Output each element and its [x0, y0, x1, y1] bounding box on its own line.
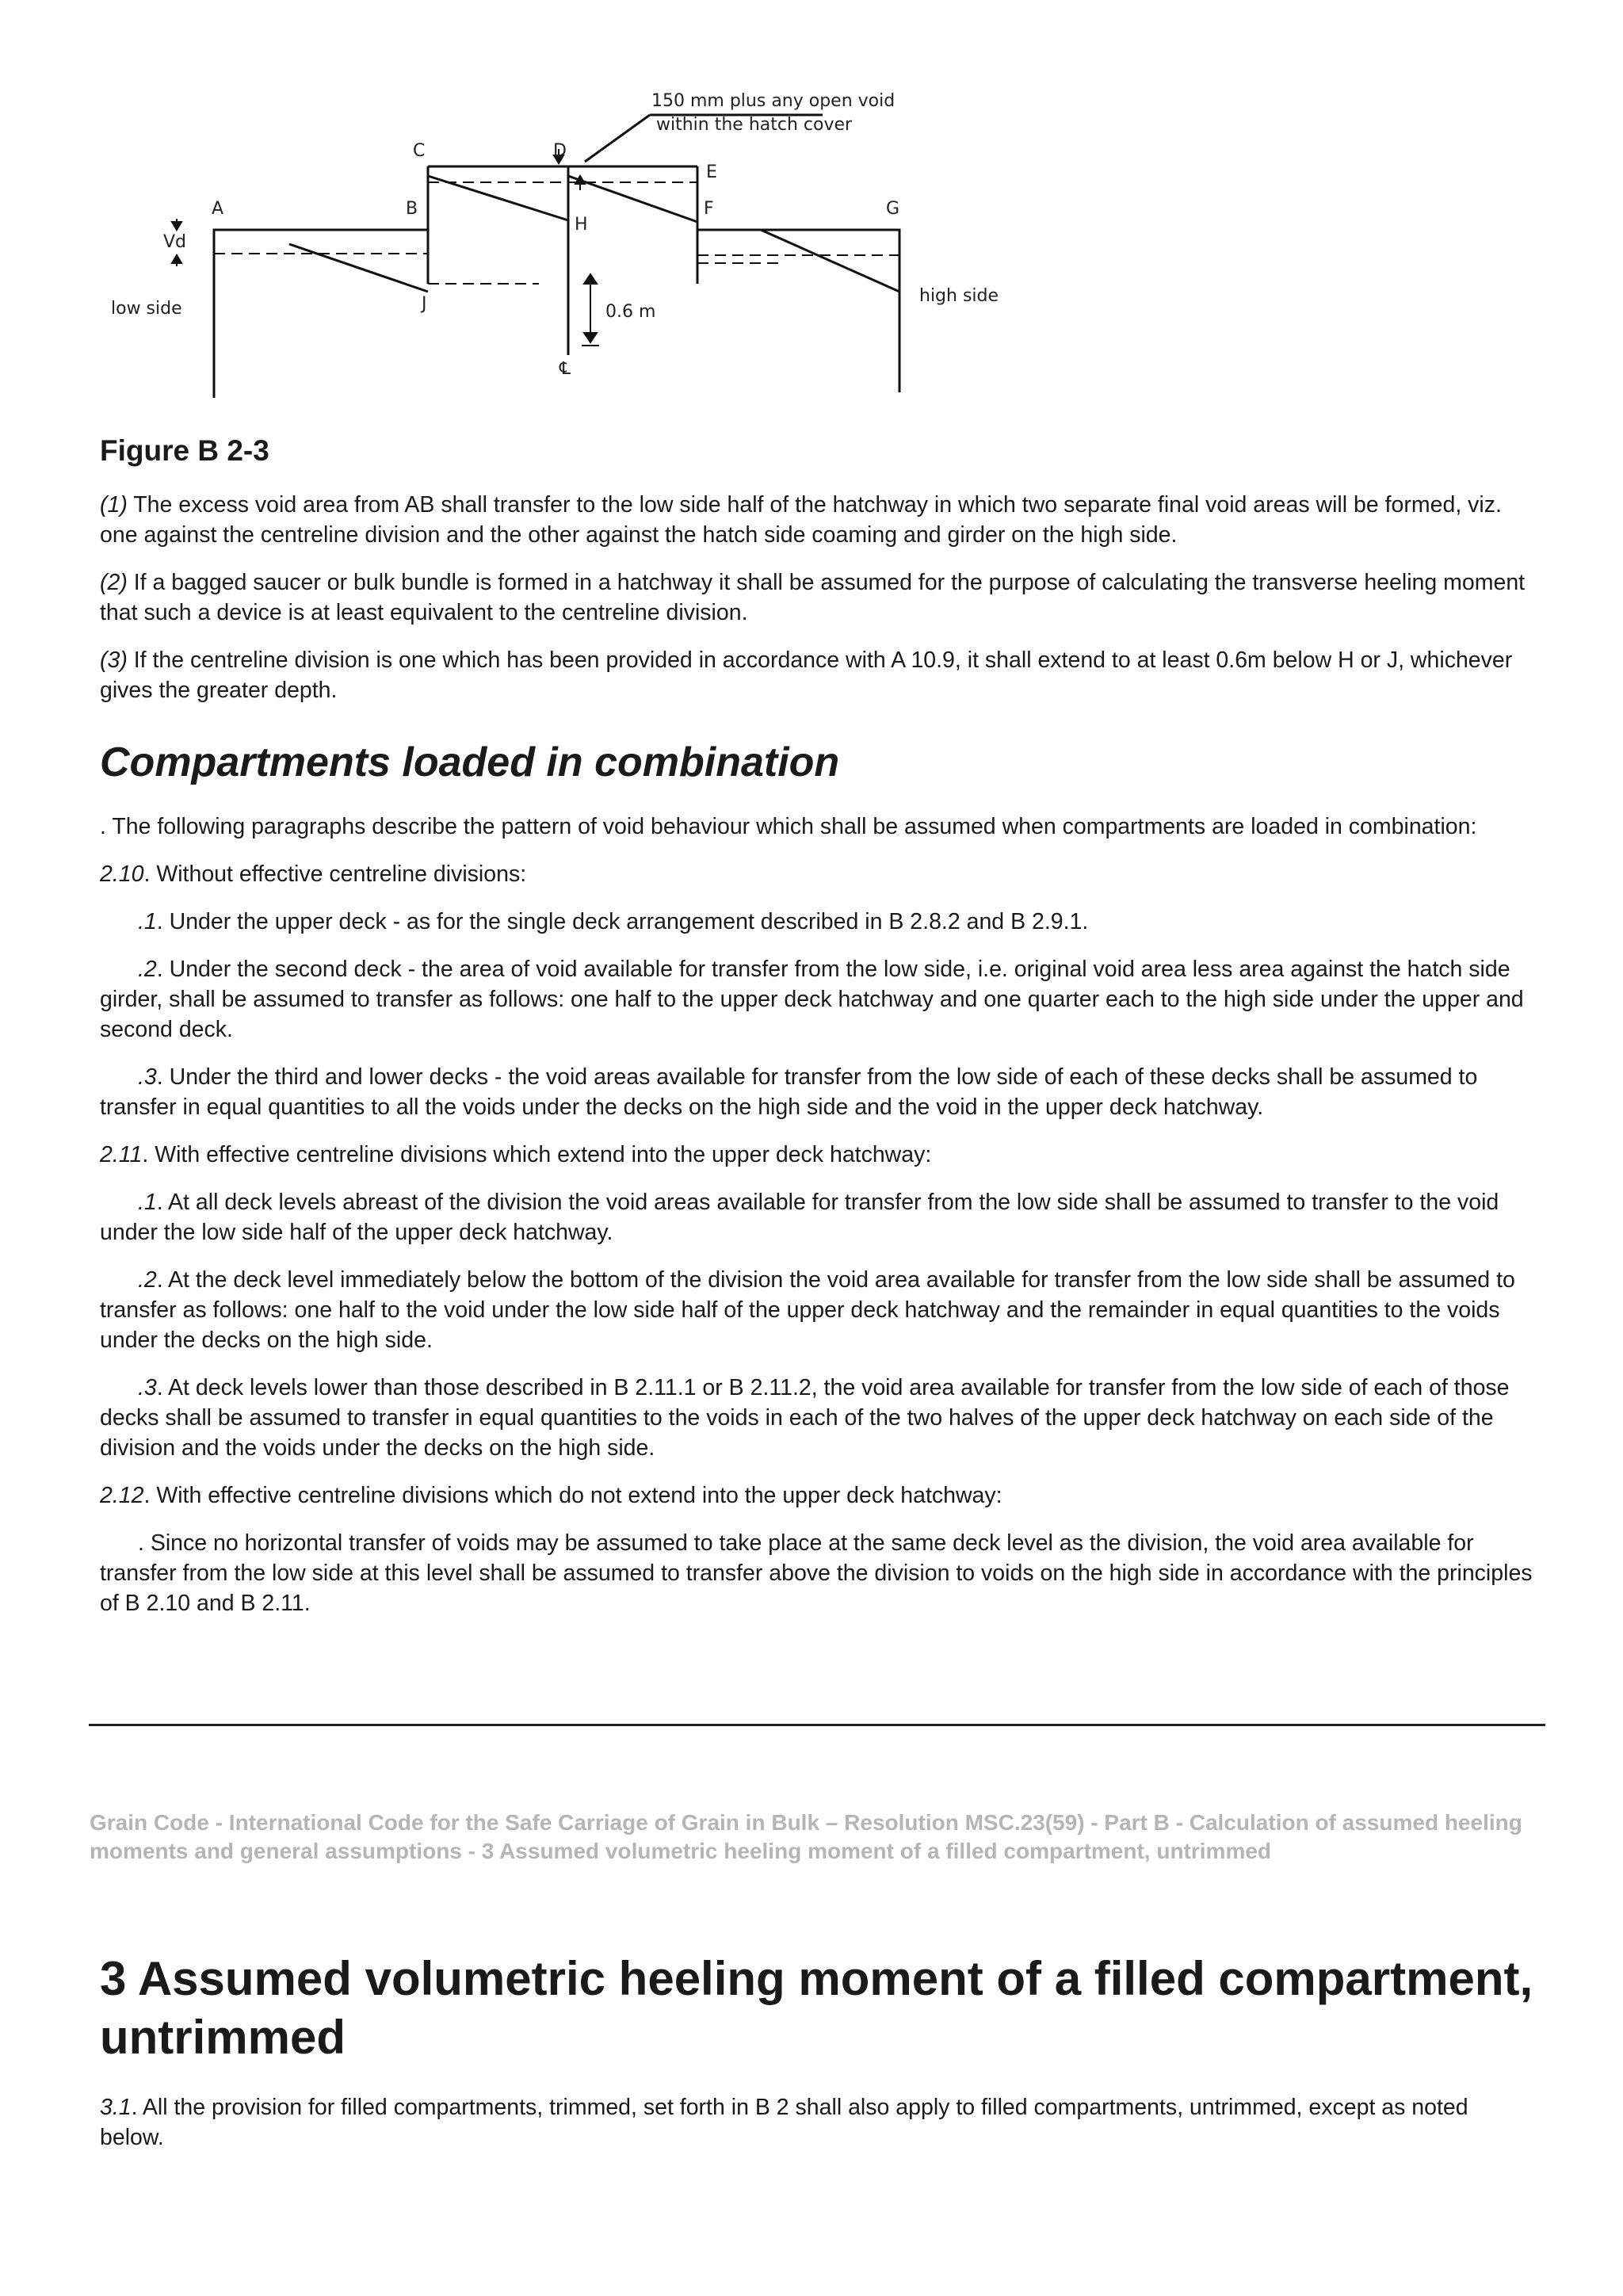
label-f: F: [704, 199, 714, 219]
para-2-11-1-number: .1: [138, 1190, 157, 1215]
label-e: E: [706, 162, 717, 182]
para-2-10-1-text: . Under the upper deck - as for the single deck arrangement described in B 2.8.2 and B 2.9.1.: [156, 909, 1089, 934]
label-b: B: [406, 199, 418, 219]
label-c: C: [413, 141, 426, 161]
slope-low-side: [289, 244, 428, 292]
annotation-line1: 150 mm plus any open void: [651, 91, 896, 111]
high-side-deck: [697, 230, 899, 392]
para-2-10-2-number: .2: [138, 957, 157, 982]
label-centreline: ℄: [559, 359, 571, 379]
para-2-11-number: 2.11: [100, 1142, 143, 1167]
para-2-10-number: 2.10: [100, 861, 144, 887]
para-3-1-text: . All the provision for filled compartments, trimmed, set forth in B 2 shall also apply to filled compartments, untrimmed, except as noted below.: [100, 2095, 1468, 2150]
para-2: [100, 567, 1534, 628]
para-2-11-1-text: . At all deck levels abreast of the division the void areas available for transfer from the low side shall be assumed to transfer to the void under the low side half of the upper deck hatchway.: [100, 1190, 1499, 1245]
para-2-10-3-number: .3: [138, 1064, 157, 1090]
para-3-1: [100, 2092, 1534, 2153]
hatchway-void-diagram: [95, 79, 1046, 412]
para-2-11-text: . With effective centreline divisions which extend into the upper deck hatchway:: [142, 1142, 932, 1167]
para-3-number: (3): [100, 648, 128, 673]
para-2-11-3-text: . At deck levels lower than those described in B 2.11.1 or B 2.11.2, the void area available for transfer from the low side of each of those decks shall be assumed to transfer in equal quantities to the voids in each of the two halves of the upper deck hatchway on each side of the division and the voids under the decks on the high side.: [100, 1375, 1510, 1461]
para-2-10-2: [100, 954, 1534, 1045]
para-2-11-2-text: . At the deck level immediately below the bottom of the division the void area available for transfer from the low side shall be assumed to transfer as follows: one half to the void under the low side half of the upper deck hatchway and the remainder in equal quantities to the voids under the decks on the high side.: [100, 1267, 1515, 1353]
label-a: A: [212, 199, 224, 219]
para-2-10-3: [100, 1062, 1534, 1122]
label-d: D: [553, 141, 567, 161]
para-1-number: (1): [100, 492, 128, 518]
figure-caption: Figure B 2-3: [100, 434, 269, 467]
label-h: H: [575, 215, 588, 235]
para-2-12-text: . With effective centreline divisions which do not extend into the upper deck hatchway:: [143, 1483, 1002, 1508]
para-1: [100, 490, 1534, 550]
breadcrumb: Grain Code - International Code for the Safe Carriage of Grain in Bulk – Resolution MSC.23(59) - Part B - Calculation of assumed heeling moments and general assumptions - 3 Assumed volumetric heeling moment of a filled compartment, untrimmed: [90, 1810, 1522, 1863]
para-2-11: [100, 1140, 1534, 1170]
label-low-side: low side: [111, 299, 182, 319]
label-j: J: [422, 294, 427, 314]
label-g: G: [886, 199, 900, 219]
intro-paragraph: . The following paragraphs describe the pattern of void behaviour which shall be assumed when compartments are loaded in combination:: [100, 814, 1477, 839]
para-3: [100, 645, 1534, 705]
figure-diagram: [95, 79, 1046, 412]
para-2-10-1: [100, 907, 1534, 937]
para-2-12-1: . Since no horizontal transfer of voids may be assumed to take place at the same deck level as the division, the void area available for transfer from the low side at this level shall be assumed to transfer above the division to voids on the high side in accordance with the principles of B 2.10 and B 2.11.: [100, 1530, 1533, 1616]
para-2-10-text: . Without effective centreline divisions:: [143, 861, 527, 887]
para-2-12: [100, 1480, 1534, 1511]
para-2-11-1: [100, 1187, 1534, 1247]
para-2-11-2-number: .2: [138, 1267, 157, 1293]
label-vd: Vd: [163, 232, 187, 252]
para-3-1-number: 3.1: [100, 2095, 132, 2120]
para-2-11-2: [100, 1265, 1534, 1355]
slope-high-side: [761, 230, 899, 292]
para-2-text: If a bagged saucer or bulk bundle is formed in a hatchway it shall be assumed for the purpose of calculating the transverse heeling moment that such a device is at least equivalent to the centreline division.: [100, 570, 1526, 625]
para-2-11-3-number: .3: [138, 1375, 157, 1400]
para-2-10-3-text: . Under the third and lower decks - the void areas available for transfer from the low side of each of these decks shall be assumed to transfer in equal quantities to all the voids under the decks on the high side and the void in the upper deck hatchway.: [100, 1064, 1478, 1120]
section-divider: [89, 1724, 1545, 1726]
section-heading-combination: Compartments loaded in combination: [100, 739, 840, 785]
page-title: 3 Assumed volumetric heeling moment of a filled compartment, untrimmed: [100, 1952, 1533, 2064]
annotation-line2: within the hatch cover: [656, 115, 853, 135]
main-content: [100, 434, 1534, 1636]
label-depth: 0.6 m: [605, 302, 656, 322]
para-2-10: [100, 859, 1534, 889]
para-2-10-2-text: . Under the second deck - the area of void available for transfer from the low side, i.e. original void area less area against the hatch side girder, shall be assumed to transfer as follows: one half to the upper deck hatchway and one quarter each to the high side under the upper and second deck.: [100, 957, 1524, 1042]
para-1-text: The excess void area from AB shall transfer to the low side half of the hatchway in which two separate final void areas will be formed, viz. one against the centreline division and the other against the hatch side coaming and girder on the high side.: [100, 492, 1502, 548]
para-3-text: If the centreline division is one which has been provided in accordance with A 10.9, it shall extend to at least 0.6m below H or J, whichever gives the greater depth.: [100, 648, 1513, 703]
para-2-11-3: [100, 1373, 1534, 1463]
label-high-side: high side: [919, 286, 999, 306]
para-2-10-1-number: .1: [138, 909, 157, 934]
para-2-12-number: 2.12: [100, 1483, 144, 1508]
para-2-number: (2): [100, 570, 128, 595]
